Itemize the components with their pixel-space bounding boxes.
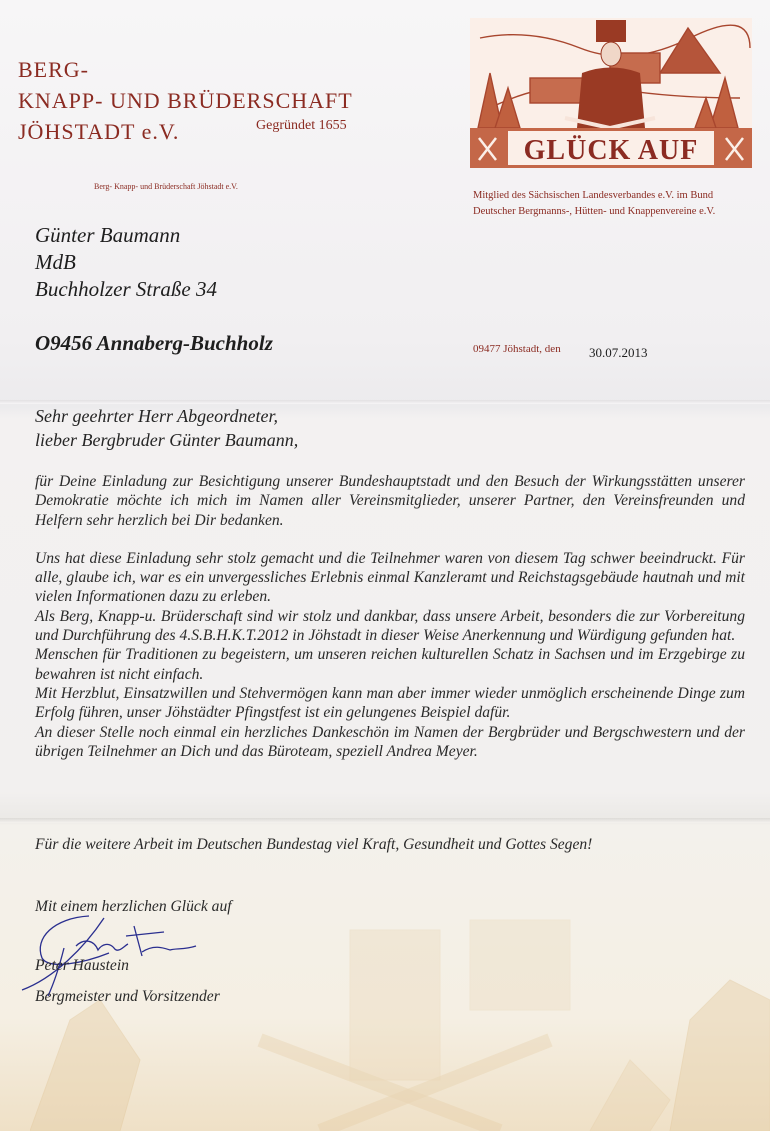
body-paragraph: Mit Herzblut, Einsatzwillen und Stehvermögen kann man aber immer wieder unmöglich erscheinende Dinge zum Erfolg führen, unser Jöhstädter Pfingstfest ist ein gelungenes Beispiel dafür. xyxy=(35,684,745,722)
glueck-auf-logo xyxy=(470,18,752,168)
body-paragraph: An dieser Stelle noch einmal ein herzliches Dankeschön im Namen der Bergbrüder und Bergschwestern und der übrigen Teilnehmer an Dich und das Büroteam, speziell Andrea Meyer. xyxy=(35,723,745,760)
body-paragraph: für Deine Einladung zur Besichtigung unserer Bundeshauptstadt und den Besuch der Wirkungsstätten unserer Demokratie möchte ich mich im Namen aller Vereinsmitglieder, unserer Partner, den Vereinsfreunden und Helfern sehr herzlich bei Dir bedanken. xyxy=(35,473,745,529)
closing-greeting: Mit einem herzlichen Glück auf xyxy=(35,898,232,915)
sender-return-address: Berg- Knapp- und Brüderschaft Jöhstadt e.V. xyxy=(94,182,238,191)
body-paragraph: Als Berg, Knapp-u. Brüderschaft sind wir stolz und dankbar, dass unsere Arbeit, besonders die zur Vorbereitung und Durchführung des 4.S.B.H.K.T.2012 in Jöhstadt in dieser Weise Anerkennung und Würdigung gefunden hat. xyxy=(35,607,745,645)
membership-note xyxy=(473,188,715,220)
salutation-line: Sehr geehrter Herr Abgeordneter, xyxy=(35,406,278,426)
letter-date: 30.07.2013 xyxy=(589,345,648,360)
paper-fold xyxy=(0,818,770,823)
org-name-line: BERG- xyxy=(18,57,89,82)
body-paragraph: Menschen für Traditionen zu begeistern, um unseren reichen kulturellen Schatz in Sachsen und im Erzgebirge zu bewahren ist nicht einfach. xyxy=(35,646,745,683)
recipient-city: O9456 Annaberg-Buchholz xyxy=(35,331,273,355)
salutation xyxy=(35,404,298,452)
founded-year: Gegründet 1655 xyxy=(256,118,347,133)
recipient-street: Buchholzer Straße 34 xyxy=(35,277,217,301)
membership-line: Mitglied des Sächsischen Landesverbandes e.V. im Bund xyxy=(473,190,714,201)
body-paragraph: Uns hat diese Einladung sehr stolz gemacht und die Teilnehmer waren von diesem Tag schwer beeindruckt. Für alle, glaube ich, war es ein unvergessliches Erlebnis einmal Kanzleramt und Reichstagsgebäude hautnah und mit vielen Informationen dazu zu erleben. xyxy=(35,549,745,606)
place-label: 09477 Jöhstadt, den xyxy=(473,343,561,355)
recipient-address xyxy=(35,222,273,357)
org-name-line: JÖHSTADT e.V. xyxy=(18,119,180,144)
closing-wish: Für die weitere Arbeit im Deutschen Bundestag viel Kraft, Gesundheit und Gottes Segen! xyxy=(35,836,593,853)
signer-title: Bergmeister und Vorsitzender xyxy=(35,988,220,1005)
membership-line: Deutscher Bergmanns-, Hütten- und Knappenvereine e.V. xyxy=(473,206,716,217)
salutation-line: lieber Bergbruder Günter Baumann, xyxy=(35,430,299,450)
handwritten-signature xyxy=(14,908,204,998)
logo-motto: GLÜCK AUF xyxy=(523,135,699,166)
recipient-title: MdB xyxy=(35,250,76,274)
recipient-name: Günter Baumann xyxy=(35,223,181,247)
org-name-line: KNAPP- UND BRÜDERSCHAFT xyxy=(18,88,353,113)
letter-body xyxy=(35,472,745,761)
signer-name: Peter Haustein xyxy=(35,957,129,974)
